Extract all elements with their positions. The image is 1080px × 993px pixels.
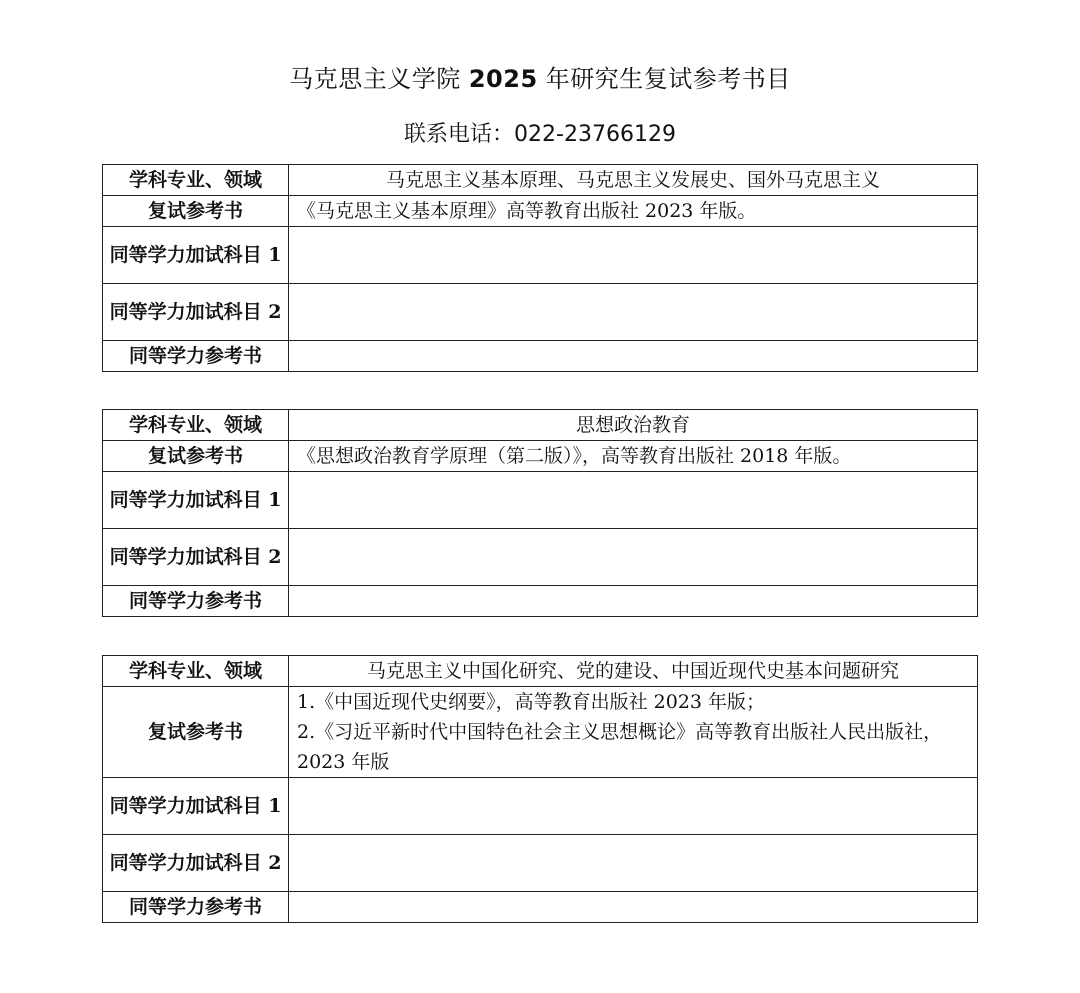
table-row (103, 778, 978, 835)
table-row (103, 529, 978, 586)
table-row (103, 586, 978, 617)
table-row (103, 472, 978, 529)
table-row (103, 165, 978, 196)
major-value: 马克思主义中国化研究、党的建设、中国近现代史基本问题研究 (289, 656, 978, 687)
major-label: 学科专业、领域 (103, 656, 289, 687)
table-row (103, 227, 978, 284)
title-year: 2025 (468, 65, 538, 93)
table-row (103, 835, 978, 892)
reference-table-2 (102, 409, 978, 617)
equiv-books-value (289, 586, 978, 617)
retest-books-label: 复试参考书 (103, 441, 289, 472)
equiv-books-label: 同等学力参考书 (103, 586, 289, 617)
table-row (103, 687, 978, 778)
page-title (0, 62, 1080, 96)
extra-subject-2-value (289, 529, 978, 586)
extra-subject-1-label: 同等学力加试科目 1 (103, 227, 289, 284)
extra-subject-2-label: 同等学力加试科目 2 (103, 835, 289, 892)
equiv-books-value (289, 341, 978, 372)
table-row (103, 196, 978, 227)
table-row (103, 656, 978, 687)
retest-books-value (289, 687, 978, 778)
major-label: 学科专业、领域 (103, 410, 289, 441)
title-suffix: 年研究生复试参考书目 (537, 65, 791, 93)
book-entry: 2.《习近平新时代中国特色社会主义思想概论》高等教育出版社人民出版社，2023 年版 (297, 721, 943, 773)
book-entry: 《马克思主义基本原理》高等教育出版社 2023 年版。 (297, 200, 757, 222)
major-label: 学科专业、领域 (103, 165, 289, 196)
title-prefix: 马克思主义学院 (289, 65, 469, 93)
retest-books-label: 复试参考书 (103, 196, 289, 227)
reference-table-1 (102, 164, 978, 372)
table-row (103, 284, 978, 341)
retest-books-label: 复试参考书 (103, 687, 289, 778)
book-entry: 《思想政治教育学原理（第二版）》，高等教育出版社 2018 年版。 (297, 445, 852, 467)
retest-books-value (289, 196, 978, 227)
table-row (103, 441, 978, 472)
retest-books-value (289, 441, 978, 472)
major-value: 思想政治教育 (289, 410, 978, 441)
extra-subject-1-label: 同等学力加试科目 1 (103, 472, 289, 529)
extra-subject-2-label: 同等学力加试科目 2 (103, 284, 289, 341)
table-row (103, 410, 978, 441)
table-row (103, 892, 978, 923)
contact-phone: 联系电话：022-23766129 (404, 122, 676, 147)
extra-subject-1-value (289, 472, 978, 529)
reference-table-3 (102, 655, 978, 923)
major-value: 马克思主义基本原理、马克思主义发展史、国外马克思主义 (289, 165, 978, 196)
extra-subject-1-label: 同等学力加试科目 1 (103, 778, 289, 835)
table-row (103, 341, 978, 372)
extra-subject-2-value (289, 284, 978, 341)
extra-subject-2-value (289, 835, 978, 892)
equiv-books-value (289, 892, 978, 923)
extra-subject-1-value (289, 227, 978, 284)
extra-subject-2-label: 同等学力加试科目 2 (103, 529, 289, 586)
equiv-books-label: 同等学力参考书 (103, 341, 289, 372)
book-entry: 1.《中国近现代史纲要》，高等教育出版社 2023 年版； (297, 691, 766, 713)
extra-subject-1-value (289, 778, 978, 835)
equiv-books-label: 同等学力参考书 (103, 892, 289, 923)
